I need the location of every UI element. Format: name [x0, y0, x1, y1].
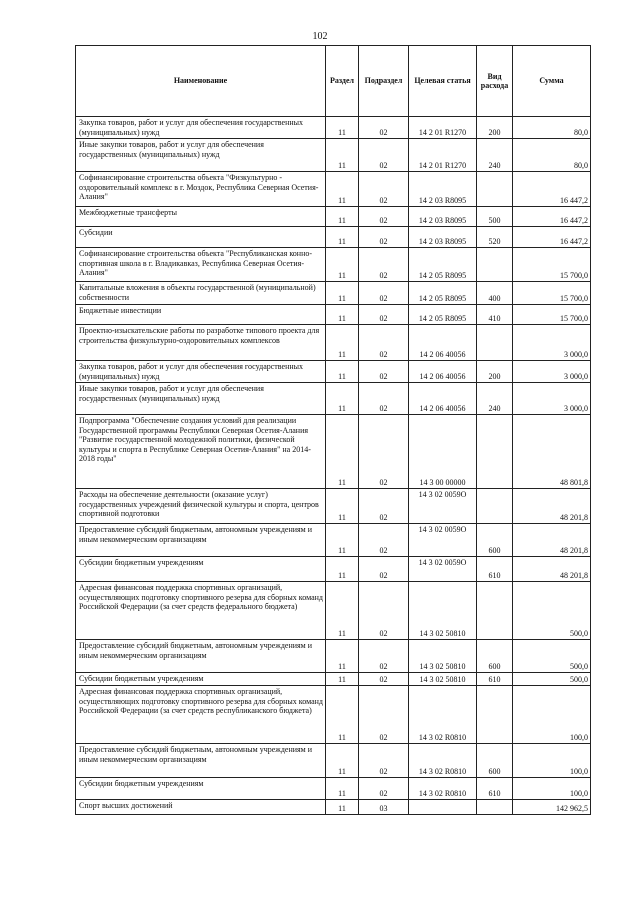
- row-name: Спорт высших достижений: [76, 800, 326, 815]
- row-target: [409, 800, 477, 815]
- row-target: 14 2 03 R8095: [409, 227, 477, 248]
- row-name: Предоставление субсидий бюджетным, автономным учреждениям и иным некоммерческим организациям: [76, 640, 326, 673]
- header-sum: Сумма: [513, 46, 591, 117]
- table-row: [76, 383, 591, 415]
- row-name: Иные закупки товаров, работ и услуг для обеспечения государственных (муниципальных) нужд: [76, 383, 326, 415]
- row-sum: 80,0: [513, 139, 591, 172]
- row-type: [477, 489, 513, 524]
- row-type: 410: [477, 305, 513, 325]
- row-sum: 100,0: [513, 686, 591, 744]
- row-sum: 48 801,8: [513, 415, 591, 489]
- row-type: [477, 325, 513, 361]
- row-target: 14 3 02 50810: [409, 640, 477, 673]
- row-sum: 3 000,0: [513, 361, 591, 383]
- row-name: Закупка товаров, работ и услуг для обеспечения государственных (муниципальных) нужд: [76, 361, 326, 383]
- row-type: 520: [477, 227, 513, 248]
- row-type: 610: [477, 778, 513, 800]
- row-section: 11: [326, 207, 359, 227]
- row-type: [477, 248, 513, 282]
- table-row: [76, 325, 591, 361]
- row-name: Иные закупки товаров, работ и услуг для обеспечения государственных (муниципальных) нужд: [76, 139, 326, 172]
- row-type: 200: [477, 117, 513, 139]
- row-name: Капитальные вложения в объекты государственной (муниципальной) собственности: [76, 282, 326, 305]
- row-section: 11: [326, 686, 359, 744]
- table-row: [76, 361, 591, 383]
- row-section: 11: [326, 325, 359, 361]
- row-subsection: 02: [359, 489, 409, 524]
- row-name: Адресная финансовая поддержка спортивных организаций, осуществляющих подготовку спортивного резерва для сборных команд Российской Федерации (за счет средств республиканского бюджета): [76, 686, 326, 744]
- table-row: [76, 800, 591, 815]
- row-section: 11: [326, 778, 359, 800]
- header-target: Целевая статья: [409, 46, 477, 117]
- row-section: 11: [326, 361, 359, 383]
- row-name: Проектно-изыскательские работы по разработке типового проекта для строительства физкультурно-оздоровительных комплексов: [76, 325, 326, 361]
- row-sum: 142 962,5: [513, 800, 591, 815]
- row-sum: 48 201,8: [513, 524, 591, 557]
- row-name: Подпрограмма "Обеспечение создания условий для реализации Государственной программы Республики Северная Осетия-Алания "Развитие государственной молодежной политики, физической культуры и спорта в Республике Северная Осетия-Алания" на 2014-2018 годы": [76, 415, 326, 489]
- row-type: [477, 582, 513, 640]
- row-section: 11: [326, 305, 359, 325]
- row-section: 11: [326, 172, 359, 207]
- row-target: 14 2 03 R8095: [409, 172, 477, 207]
- row-target: 14 3 02 0059О: [409, 489, 477, 524]
- row-section: 11: [326, 383, 359, 415]
- row-subsection: 02: [359, 640, 409, 673]
- row-target: 14 2 05 R8095: [409, 248, 477, 282]
- row-type: [477, 172, 513, 207]
- table-row: [76, 415, 591, 489]
- row-section: 11: [326, 524, 359, 557]
- row-target: 14 3 02 R0810: [409, 744, 477, 778]
- row-name: Расходы на обеспечение деятельности (оказание услуг) государственных учреждений физической культуры и спорта, центров спортивной подготовки: [76, 489, 326, 524]
- header-subsection: Подраздел: [359, 46, 409, 117]
- table-row: [76, 582, 591, 640]
- row-sum: 48 201,8: [513, 557, 591, 582]
- row-sum: 100,0: [513, 778, 591, 800]
- budget-table: [75, 45, 591, 815]
- header-row: [76, 46, 591, 117]
- table-row: [76, 673, 591, 686]
- row-name: Адресная финансовая поддержка спортивных организаций, осуществляющих подготовку спортивного резерва для сборных команд Российской Федерации (за счет средств федерального бюджета): [76, 582, 326, 640]
- row-target: 14 2 06 40056: [409, 383, 477, 415]
- row-name: Субсидии бюджетным учреждениям: [76, 778, 326, 800]
- table-row: [76, 557, 591, 582]
- row-subsection: 02: [359, 686, 409, 744]
- row-name: Субсидии бюджетным учреждениям: [76, 557, 326, 582]
- row-target: 14 2 06 40056: [409, 325, 477, 361]
- row-section: 11: [326, 248, 359, 282]
- row-sum: 48 201,8: [513, 489, 591, 524]
- table-row: [76, 489, 591, 524]
- row-name: Софинансирование строительства объекта "Физкультурно - оздоровительный комплекс в г. Моздок, Республика Северная Осетия-Алания": [76, 172, 326, 207]
- row-sum: 500,0: [513, 582, 591, 640]
- row-target: 14 2 01 R1270: [409, 117, 477, 139]
- table-row: [76, 640, 591, 673]
- row-subsection: 02: [359, 744, 409, 778]
- table-row: [76, 282, 591, 305]
- row-subsection: 02: [359, 248, 409, 282]
- page-number: 102: [312, 31, 328, 42]
- row-target: 14 3 02 R0810: [409, 778, 477, 800]
- row-target: 14 2 03 R8095: [409, 207, 477, 227]
- row-subsection: 03: [359, 800, 409, 815]
- row-name: Межбюджетные трансферты: [76, 207, 326, 227]
- row-section: 11: [326, 800, 359, 815]
- row-sum: 15 700,0: [513, 248, 591, 282]
- table-row: [76, 778, 591, 800]
- row-sum: 16 447,2: [513, 227, 591, 248]
- header-section: Раздел: [326, 46, 359, 117]
- row-subsection: 02: [359, 582, 409, 640]
- row-section: 11: [326, 557, 359, 582]
- table-row: [76, 172, 591, 207]
- row-type: 600: [477, 640, 513, 673]
- row-sum: 15 700,0: [513, 305, 591, 325]
- row-type: [477, 800, 513, 815]
- row-section: 11: [326, 117, 359, 139]
- row-sum: 500,0: [513, 673, 591, 686]
- row-name: Предоставление субсидий бюджетным, автономным учреждениям и иным некоммерческим организациям: [76, 744, 326, 778]
- row-sum: 100,0: [513, 744, 591, 778]
- row-sum: 16 447,2: [513, 207, 591, 227]
- row-subsection: 02: [359, 524, 409, 557]
- table-row: [76, 139, 591, 172]
- row-sum: 500,0: [513, 640, 591, 673]
- row-name: Закупка товаров, работ и услуг для обеспечения государственных (муниципальных) нужд: [76, 117, 326, 139]
- row-subsection: 02: [359, 325, 409, 361]
- row-subsection: 02: [359, 207, 409, 227]
- table-row: [76, 117, 591, 139]
- row-subsection: 02: [359, 673, 409, 686]
- row-subsection: 02: [359, 282, 409, 305]
- row-subsection: 02: [359, 361, 409, 383]
- row-name: Субсидии бюджетным учреждениям: [76, 673, 326, 686]
- table-row: [76, 305, 591, 325]
- row-target: 14 3 00 00000: [409, 415, 477, 489]
- row-type: 600: [477, 744, 513, 778]
- row-type: 200: [477, 361, 513, 383]
- row-sum: 3 000,0: [513, 325, 591, 361]
- row-subsection: 02: [359, 383, 409, 415]
- row-type: 600: [477, 524, 513, 557]
- row-target: 14 2 01 R1270: [409, 139, 477, 172]
- row-subsection: 02: [359, 557, 409, 582]
- row-name: Субсидии: [76, 227, 326, 248]
- row-section: 11: [326, 227, 359, 248]
- row-subsection: 02: [359, 305, 409, 325]
- table-row: [76, 686, 591, 744]
- row-type: 610: [477, 673, 513, 686]
- table-row: [76, 227, 591, 248]
- row-subsection: 02: [359, 117, 409, 139]
- row-section: 11: [326, 673, 359, 686]
- row-name: Бюджетные инвестиции: [76, 305, 326, 325]
- row-type: [477, 686, 513, 744]
- row-target: 14 3 02 50810: [409, 673, 477, 686]
- row-subsection: 02: [359, 172, 409, 207]
- row-target: 14 3 02 50810: [409, 582, 477, 640]
- row-name: Предоставление субсидий бюджетным, автономным учреждениям и иным некоммерческим организациям: [76, 524, 326, 557]
- header-type: Вид расхода: [477, 46, 513, 117]
- row-sum: 16 447,2: [513, 172, 591, 207]
- table-row: [76, 207, 591, 227]
- row-target: 14 3 02 R0810: [409, 686, 477, 744]
- row-type: 240: [477, 139, 513, 172]
- row-subsection: 02: [359, 778, 409, 800]
- row-type: 610: [477, 557, 513, 582]
- row-type: 400: [477, 282, 513, 305]
- table-row: [76, 744, 591, 778]
- row-section: 11: [326, 582, 359, 640]
- row-section: 11: [326, 139, 359, 172]
- row-section: 11: [326, 282, 359, 305]
- row-target: 14 2 05 R8095: [409, 282, 477, 305]
- row-sum: 3 000,0: [513, 383, 591, 415]
- row-target: 14 3 02 0059О: [409, 557, 477, 582]
- row-sum: 80,0: [513, 117, 591, 139]
- row-section: 11: [326, 489, 359, 524]
- row-name: Софинансирование строительства объекта "Республиканская конно-спортивная школа в г. Владикавказ, Республика Северная Осетия-Алания": [76, 248, 326, 282]
- row-section: 11: [326, 744, 359, 778]
- row-target: 14 3 02 0059О: [409, 524, 477, 557]
- row-section: 11: [326, 415, 359, 489]
- row-type: 500: [477, 207, 513, 227]
- row-target: 14 2 06 40056: [409, 361, 477, 383]
- table-row: [76, 524, 591, 557]
- row-type: 240: [477, 383, 513, 415]
- row-subsection: 02: [359, 415, 409, 489]
- row-section: 11: [326, 640, 359, 673]
- row-subsection: 02: [359, 227, 409, 248]
- row-type: [477, 415, 513, 489]
- row-sum: 15 700,0: [513, 282, 591, 305]
- table-row: [76, 248, 591, 282]
- header-name: Наименование: [76, 46, 326, 117]
- row-subsection: 02: [359, 139, 409, 172]
- row-target: 14 2 05 R8095: [409, 305, 477, 325]
